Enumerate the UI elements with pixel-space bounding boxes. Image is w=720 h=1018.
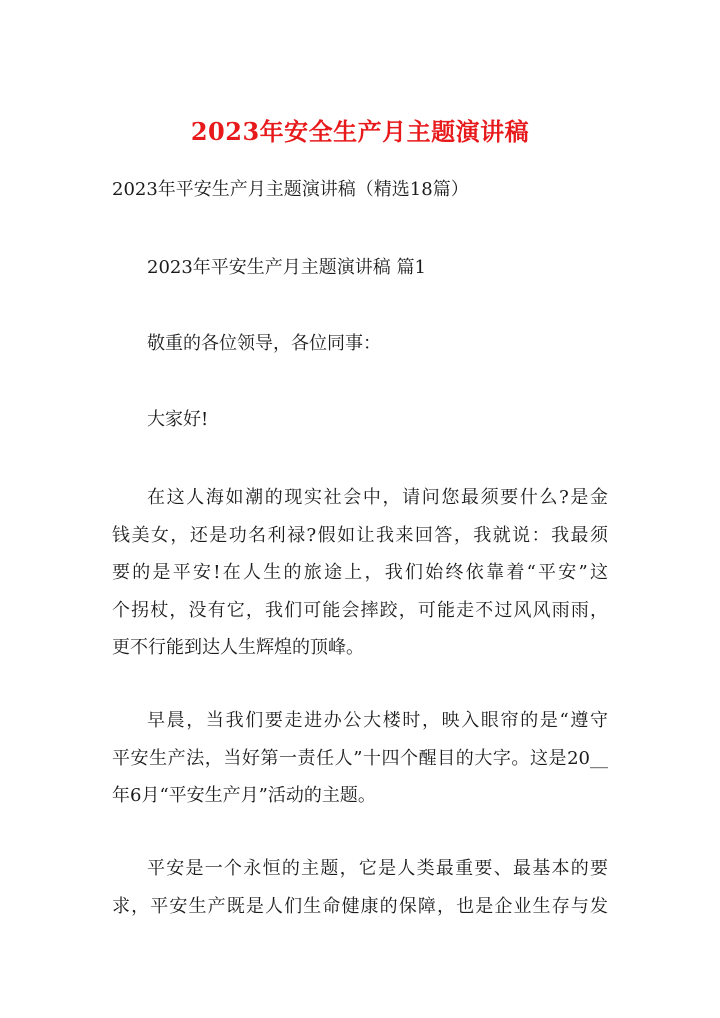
paragraph-line: 要的是平安!在人生的旅途上，我们始终依靠着“平安”这 bbox=[112, 562, 608, 583]
body-paragraph bbox=[112, 702, 608, 815]
paragraph-line: 在这人海如潮的现实社会中，请问您最须要什么?是金 bbox=[147, 487, 608, 508]
body-paragraph bbox=[112, 479, 608, 667]
greeting-line: 敬重的各位领导，各位同事： bbox=[147, 333, 381, 354]
paragraph-line: 平安生产法，当好第一责任人”十四个醒目的大字。这是20__ bbox=[112, 747, 608, 769]
paragraph-line: 早晨，当我们要走进办公大楼时，映入眼帘的是“遵守 bbox=[147, 710, 608, 731]
document-title: 2023年安全生产月主题演讲稿 bbox=[190, 117, 530, 146]
paragraph-line: 平安是一个永恒的主题，它是人类最重要、最基本的要 bbox=[147, 858, 608, 879]
body-paragraph bbox=[112, 850, 608, 925]
paragraph-line: 钱美女，还是功名利禄?假如让我来回答，我就说：我最须 bbox=[112, 524, 608, 546]
section-heading: 2023年平安生产月主题演讲稿 篇1 bbox=[147, 257, 426, 278]
paragraph-line: 更不行能到达人生辉煌的顶峰。 bbox=[112, 637, 364, 658]
document-subtitle: 2023年平安生产月主题演讲稿（精选18篇） bbox=[112, 179, 469, 200]
paragraph-line: 年6月“平安生产月”活动的主题。 bbox=[112, 785, 376, 806]
paragraph-line: 个拐杖，没有它，我们可能会摔跤，可能走不过风风雨雨， bbox=[112, 599, 608, 621]
paragraph-line: 求，平安生产既是人们生命健康的保障，也是企业生存与发 bbox=[112, 895, 608, 917]
hello-line: 大家好! bbox=[147, 409, 209, 430]
